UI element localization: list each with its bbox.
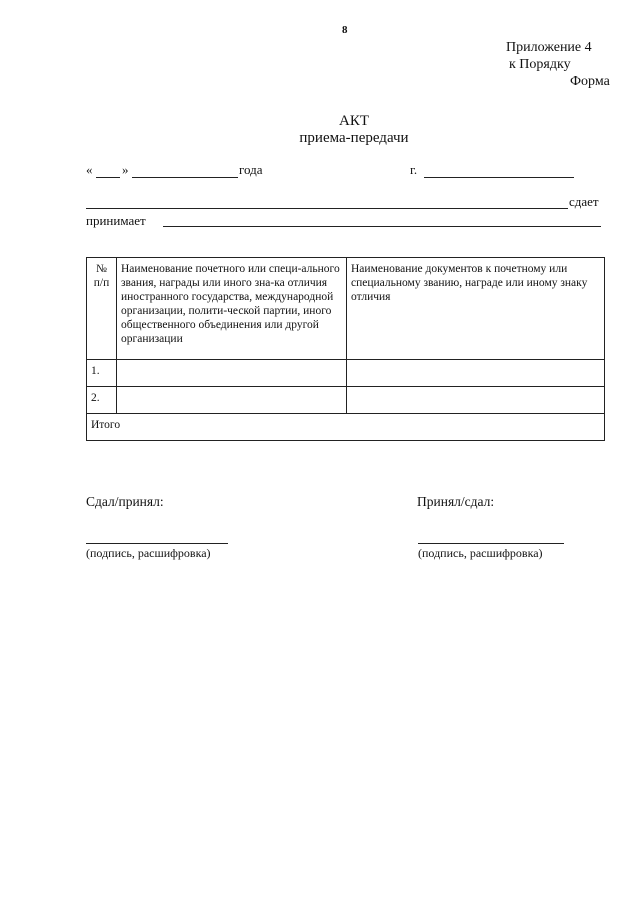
left-signature-field[interactable]: [86, 543, 228, 544]
quote-close: »: [122, 162, 129, 177]
quote-open: «: [86, 162, 93, 177]
row-name-cell[interactable]: [117, 387, 347, 414]
transfer-table: [86, 257, 605, 441]
city-field[interactable]: [424, 177, 574, 178]
row-name-cell[interactable]: [117, 360, 347, 387]
total-label: Итого: [87, 414, 605, 441]
right-signature-hint: (подпись, расшифровка): [418, 546, 543, 560]
left-signature-hint: (подпись, расшифровка): [86, 546, 211, 560]
right-signature-label: Принял/сдал:: [417, 494, 495, 509]
row-number: 1.: [87, 360, 117, 387]
table-row: [87, 387, 605, 414]
right-signature-field[interactable]: [418, 543, 564, 544]
page-number: 8: [342, 24, 348, 36]
appendix-line-3: Форма: [570, 74, 610, 89]
month-field[interactable]: [132, 177, 238, 178]
title-main: АКТ: [339, 113, 369, 129]
year-word: года: [239, 162, 263, 177]
header-documents: Наименование документов к почетному или специальному званию, награде или иному знаку отличия: [347, 258, 605, 360]
header-number: № п/п: [87, 258, 117, 360]
day-field[interactable]: [96, 177, 120, 178]
appendix-line-1: Приложение 4: [506, 40, 592, 55]
giver-field[interactable]: [86, 208, 568, 209]
appendix-line-2: к Порядку: [509, 57, 571, 72]
gives-label: сдает: [569, 194, 599, 209]
table-header-row: [87, 258, 605, 360]
city-prefix: г.: [410, 162, 418, 177]
receiver-field[interactable]: [163, 226, 601, 227]
table-row: [87, 360, 605, 387]
total-row: [87, 414, 605, 441]
row-docs-cell[interactable]: [347, 387, 605, 414]
left-signature-label: Сдал/принял:: [86, 494, 164, 509]
header-title-name: Наименование почетного или специ-ального звания, награды или иного зна-ка отличия иностранного государства, международной организации, полити-ческой партии, иного общественного объединения или другой организации: [117, 258, 347, 360]
row-number: 2.: [87, 387, 117, 414]
receives-label: принимает: [86, 213, 146, 228]
row-docs-cell[interactable]: [347, 360, 605, 387]
title-sub: приема-передачи: [299, 130, 409, 146]
